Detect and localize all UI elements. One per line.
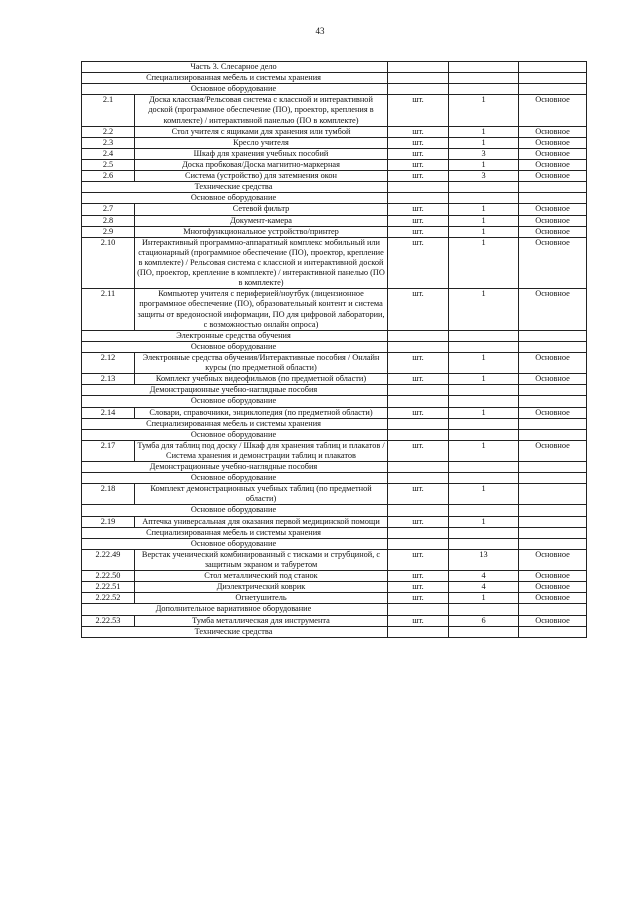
section-header-row	[82, 538, 587, 549]
empty-cell	[388, 341, 449, 352]
item-quantity: 1	[449, 352, 519, 373]
empty-cell	[449, 330, 519, 341]
item-quantity: 4	[449, 582, 519, 593]
section-header-row	[82, 604, 587, 615]
empty-cell	[449, 538, 519, 549]
table-row	[82, 171, 587, 182]
item-type: Основное	[519, 171, 587, 182]
section-header-row	[82, 84, 587, 95]
section-header-text: Технические средства	[194, 626, 273, 636]
table-row	[82, 571, 587, 582]
table-row	[82, 484, 587, 505]
item-number: 2.2	[82, 126, 135, 137]
empty-cell	[519, 193, 587, 204]
item-number: 2.22.49	[82, 549, 135, 570]
empty-cell	[388, 385, 449, 396]
item-unit: шт.	[388, 126, 449, 137]
item-number: 2.1	[82, 95, 135, 126]
section-header-label	[82, 604, 388, 615]
item-type: Основное	[519, 582, 587, 593]
item-name: Доска классная/Рельсовая система с классной и интерактивной доской (программное обеспечение (ПО), проектор, крепления в комплекте) / интерактивной панелью (ПО в комплекте)	[135, 95, 388, 126]
item-name: Тумба металлическая для инструмента	[135, 615, 388, 626]
item-number: 2.22.52	[82, 593, 135, 604]
item-type: Основное	[519, 95, 587, 126]
empty-cell	[449, 418, 519, 429]
item-number: 2.18	[82, 484, 135, 505]
table-row	[82, 615, 587, 626]
item-quantity: 3	[449, 171, 519, 182]
empty-cell	[388, 462, 449, 473]
empty-cell	[519, 429, 587, 440]
section-header-row	[82, 182, 587, 193]
section-header-row	[82, 193, 587, 204]
section-header-label	[82, 418, 388, 429]
item-quantity: 1	[449, 126, 519, 137]
section-header-text: Технические средства	[194, 182, 273, 192]
empty-cell	[388, 473, 449, 484]
empty-cell	[519, 527, 587, 538]
item-number: 2.22.50	[82, 571, 135, 582]
section-header-label	[82, 330, 388, 341]
empty-cell	[388, 73, 449, 84]
item-unit: шт.	[388, 215, 449, 226]
item-quantity: 1	[449, 516, 519, 527]
table-row	[82, 226, 587, 237]
section-header-text: Основное оборудование	[190, 396, 277, 406]
item-quantity: 1	[449, 237, 519, 289]
table-row	[82, 126, 587, 137]
item-quantity: 1	[449, 593, 519, 604]
section-header-text: Специализированная мебель и системы хранения	[146, 73, 321, 83]
empty-cell	[449, 62, 519, 73]
item-number: 2.17	[82, 440, 135, 461]
section-header-label	[82, 527, 388, 538]
item-type: Основное	[519, 407, 587, 418]
empty-cell	[449, 604, 519, 615]
item-unit: шт.	[388, 615, 449, 626]
item-quantity: 1	[449, 289, 519, 330]
table-row	[82, 204, 587, 215]
section-header-label	[82, 396, 388, 407]
empty-cell	[449, 385, 519, 396]
item-unit: шт.	[388, 226, 449, 237]
item-quantity: 13	[449, 549, 519, 570]
item-name: Диэлектрический коврик	[135, 582, 388, 593]
empty-cell	[388, 330, 449, 341]
section-header-label	[82, 429, 388, 440]
item-type: Основное	[519, 215, 587, 226]
item-type: Основное	[519, 226, 587, 237]
item-type: Основное	[519, 126, 587, 137]
item-number: 2.22.53	[82, 615, 135, 626]
item-unit: шт.	[388, 159, 449, 170]
item-quantity: 3	[449, 148, 519, 159]
section-header-label	[82, 73, 388, 84]
empty-cell	[388, 84, 449, 95]
item-type: Основное	[519, 352, 587, 373]
section-header-text: Дополнительное вариативное оборудование	[155, 604, 312, 614]
empty-cell	[519, 505, 587, 516]
empty-cell	[519, 473, 587, 484]
empty-cell	[449, 182, 519, 193]
item-number: 2.6	[82, 171, 135, 182]
item-number: 2.11	[82, 289, 135, 330]
table-row	[82, 549, 587, 570]
empty-cell	[519, 62, 587, 73]
empty-cell	[388, 182, 449, 193]
item-type: Основное	[519, 374, 587, 385]
empty-cell	[449, 626, 519, 637]
item-number: 2.19	[82, 516, 135, 527]
section-header-text: Специализированная мебель и системы хранения	[146, 418, 321, 428]
item-unit: шт.	[388, 289, 449, 330]
item-name: Огнетушитель	[135, 593, 388, 604]
item-type: Основное	[519, 615, 587, 626]
item-unit: шт.	[388, 95, 449, 126]
section-header-label	[82, 538, 388, 549]
page-number: 43	[315, 26, 325, 36]
empty-cell	[388, 396, 449, 407]
table-row	[82, 159, 587, 170]
empty-cell	[449, 193, 519, 204]
item-number: 2.13	[82, 374, 135, 385]
item-name: Компьютер учителя с периферией/ноутбук (лицензионное программное обеспечение (ПО), образовательный контент и система защиты от вредоносной информации, ПО для цифровой лаборатории, с возможностью онлайн опроса)	[135, 289, 388, 330]
table-row	[82, 440, 587, 461]
item-number: 2.7	[82, 204, 135, 215]
section-header-row	[82, 396, 587, 407]
section-header-row	[82, 385, 587, 396]
section-header-text: Демонстрационные учебно-наглядные пособия	[149, 462, 318, 472]
item-quantity: 6	[449, 615, 519, 626]
table-row	[82, 237, 587, 289]
empty-cell	[449, 84, 519, 95]
section-header-row	[82, 62, 587, 73]
section-header-row	[82, 462, 587, 473]
empty-cell	[519, 418, 587, 429]
item-type: Основное	[519, 137, 587, 148]
item-name: Электронные средства обучения/Интерактивные пособия / Онлайн курсы (по предметной области)	[135, 352, 388, 373]
item-unit: шт.	[388, 516, 449, 527]
section-header-label	[82, 626, 388, 637]
item-unit: шт.	[388, 582, 449, 593]
empty-cell	[388, 429, 449, 440]
empty-cell	[388, 626, 449, 637]
item-name: Комплект учебных видеофильмов (по предметной области)	[135, 374, 388, 385]
empty-cell	[449, 429, 519, 440]
item-name: Стол металлический под станок	[135, 571, 388, 582]
item-number: 2.10	[82, 237, 135, 289]
empty-cell	[519, 626, 587, 637]
item-unit: шт.	[388, 549, 449, 570]
item-unit: шт.	[388, 407, 449, 418]
section-header-label	[82, 385, 388, 396]
section-header-text: Основное оборудование	[190, 538, 277, 548]
item-name: Шкаф для хранения учебных пособий	[135, 148, 388, 159]
item-number: 2.5	[82, 159, 135, 170]
section-header-row	[82, 527, 587, 538]
item-quantity: 1	[449, 215, 519, 226]
item-type: Основное	[519, 159, 587, 170]
table-row	[82, 593, 587, 604]
section-header-label	[82, 62, 388, 73]
item-unit: шт.	[388, 237, 449, 289]
item-quantity: 1	[449, 95, 519, 126]
section-header-label	[82, 473, 388, 484]
section-header-label	[82, 505, 388, 516]
table-row	[82, 137, 587, 148]
item-number: 2.14	[82, 407, 135, 418]
item-type: Основное	[519, 289, 587, 330]
section-header-label	[82, 341, 388, 352]
item-quantity: 1	[449, 159, 519, 170]
empty-cell	[519, 341, 587, 352]
item-type: Основное	[519, 549, 587, 570]
table-row	[82, 215, 587, 226]
table-row	[82, 352, 587, 373]
empty-cell	[519, 73, 587, 84]
item-type	[519, 516, 587, 527]
item-name: Словари, справочники, энциклопедия (по предметной области)	[135, 407, 388, 418]
item-name: Кресло учителя	[135, 137, 388, 148]
item-name: Тумба для таблиц под доску / Шкаф для хранения таблиц и плакатов / Система хранения и демонстрации таблиц и плакатов	[135, 440, 388, 461]
section-header-row	[82, 330, 587, 341]
section-header-label	[82, 462, 388, 473]
item-unit: шт.	[388, 440, 449, 461]
empty-cell	[388, 604, 449, 615]
item-unit: шт.	[388, 204, 449, 215]
section-header-text: Демонстрационные учебно-наглядные пособия	[149, 385, 318, 395]
item-quantity: 1	[449, 226, 519, 237]
equipment-table	[81, 61, 587, 638]
empty-cell	[388, 62, 449, 73]
section-header-text: Основное оборудование	[190, 505, 277, 515]
item-unit: шт.	[388, 148, 449, 159]
item-quantity: 1	[449, 484, 519, 505]
item-type: Основное	[519, 571, 587, 582]
item-unit: шт.	[388, 484, 449, 505]
empty-cell	[449, 473, 519, 484]
section-header-row	[82, 341, 587, 352]
item-name: Система (устройство) для затемнения окон	[135, 171, 388, 182]
item-unit: шт.	[388, 137, 449, 148]
item-number: 2.8	[82, 215, 135, 226]
empty-cell	[388, 538, 449, 549]
empty-cell	[449, 462, 519, 473]
item-number: 2.22.51	[82, 582, 135, 593]
item-type: Основное	[519, 148, 587, 159]
section-header-text: Основное оборудование	[190, 429, 277, 439]
section-header-label	[82, 193, 388, 204]
empty-cell	[388, 193, 449, 204]
empty-cell	[388, 527, 449, 538]
section-header-row	[82, 505, 587, 516]
empty-cell	[388, 418, 449, 429]
empty-cell	[449, 527, 519, 538]
empty-cell	[519, 330, 587, 341]
item-type: Основное	[519, 204, 587, 215]
section-header-row	[82, 626, 587, 637]
item-unit: шт.	[388, 571, 449, 582]
section-header-text: Часть 3. Слесарное дело	[190, 62, 277, 71]
item-name: Интерактивный программно-аппаратный комплекс мобильный или стационарный (программное обеспечение (ПО), проектор, крепление в комплекте) / Рельсовая система с классной и интерактивной доской (ПО, проектор, крепление в комплекте) / интерактивной панелью (ПО в комплекте)	[135, 237, 388, 289]
item-quantity: 1	[449, 407, 519, 418]
item-unit: шт.	[388, 352, 449, 373]
item-quantity: 1	[449, 137, 519, 148]
empty-cell	[449, 505, 519, 516]
item-name: Многофункциональное устройство/принтер	[135, 226, 388, 237]
table-row	[82, 95, 587, 126]
section-header-text: Основное оборудование	[190, 473, 277, 483]
section-header-label	[82, 84, 388, 95]
table-row	[82, 374, 587, 385]
item-number: 2.4	[82, 148, 135, 159]
item-name: Аптечка универсальная для оказания первой медицинской помощи	[135, 516, 388, 527]
item-type: Основное	[519, 593, 587, 604]
table-row	[82, 516, 587, 527]
item-number: 2.9	[82, 226, 135, 237]
section-header-text: Основное оборудование	[190, 193, 277, 203]
item-unit: шт.	[388, 374, 449, 385]
empty-cell	[519, 182, 587, 193]
empty-cell	[519, 396, 587, 407]
section-header-text: Специализированная мебель и системы хранения	[146, 527, 321, 537]
empty-cell	[519, 462, 587, 473]
item-number: 2.3	[82, 137, 135, 148]
item-name: Сетевой фильтр	[135, 204, 388, 215]
table-row	[82, 148, 587, 159]
item-quantity: 1	[449, 374, 519, 385]
empty-cell	[519, 385, 587, 396]
section-header-row	[82, 429, 587, 440]
section-header-row	[82, 473, 587, 484]
section-header-label	[82, 182, 388, 193]
empty-cell	[519, 84, 587, 95]
table-row	[82, 407, 587, 418]
empty-cell	[519, 538, 587, 549]
item-name: Стол учителя с ящиками для хранения или тумбой	[135, 126, 388, 137]
empty-cell	[388, 505, 449, 516]
table-row	[82, 289, 587, 330]
item-type	[519, 484, 587, 505]
section-header-text: Основное оборудование	[190, 84, 277, 94]
item-quantity: 1	[449, 440, 519, 461]
item-name: Документ-камера	[135, 215, 388, 226]
item-name: Доска пробковая/Доска магнитно-маркерная	[135, 159, 388, 170]
section-header-row	[82, 418, 587, 429]
section-header-text: Основное оборудование	[190, 341, 277, 351]
empty-cell	[449, 396, 519, 407]
item-name: Комплект демонстрационных учебных таблиц (по предметной области)	[135, 484, 388, 505]
item-unit: шт.	[388, 593, 449, 604]
equipment-table-body	[82, 62, 587, 638]
section-header-text: Электронные средства обучения	[176, 330, 291, 340]
empty-cell	[449, 341, 519, 352]
item-quantity: 4	[449, 571, 519, 582]
section-header-row	[82, 73, 587, 84]
item-number: 2.12	[82, 352, 135, 373]
empty-cell	[519, 604, 587, 615]
table-row	[82, 582, 587, 593]
item-unit: шт.	[388, 171, 449, 182]
item-type: Основное	[519, 440, 587, 461]
empty-cell	[449, 73, 519, 84]
item-quantity: 1	[449, 204, 519, 215]
item-name: Верстак ученический комбинированный с тисками и струбциной, с защитным экраном и табуретом	[135, 549, 388, 570]
item-type: Основное	[519, 237, 587, 289]
